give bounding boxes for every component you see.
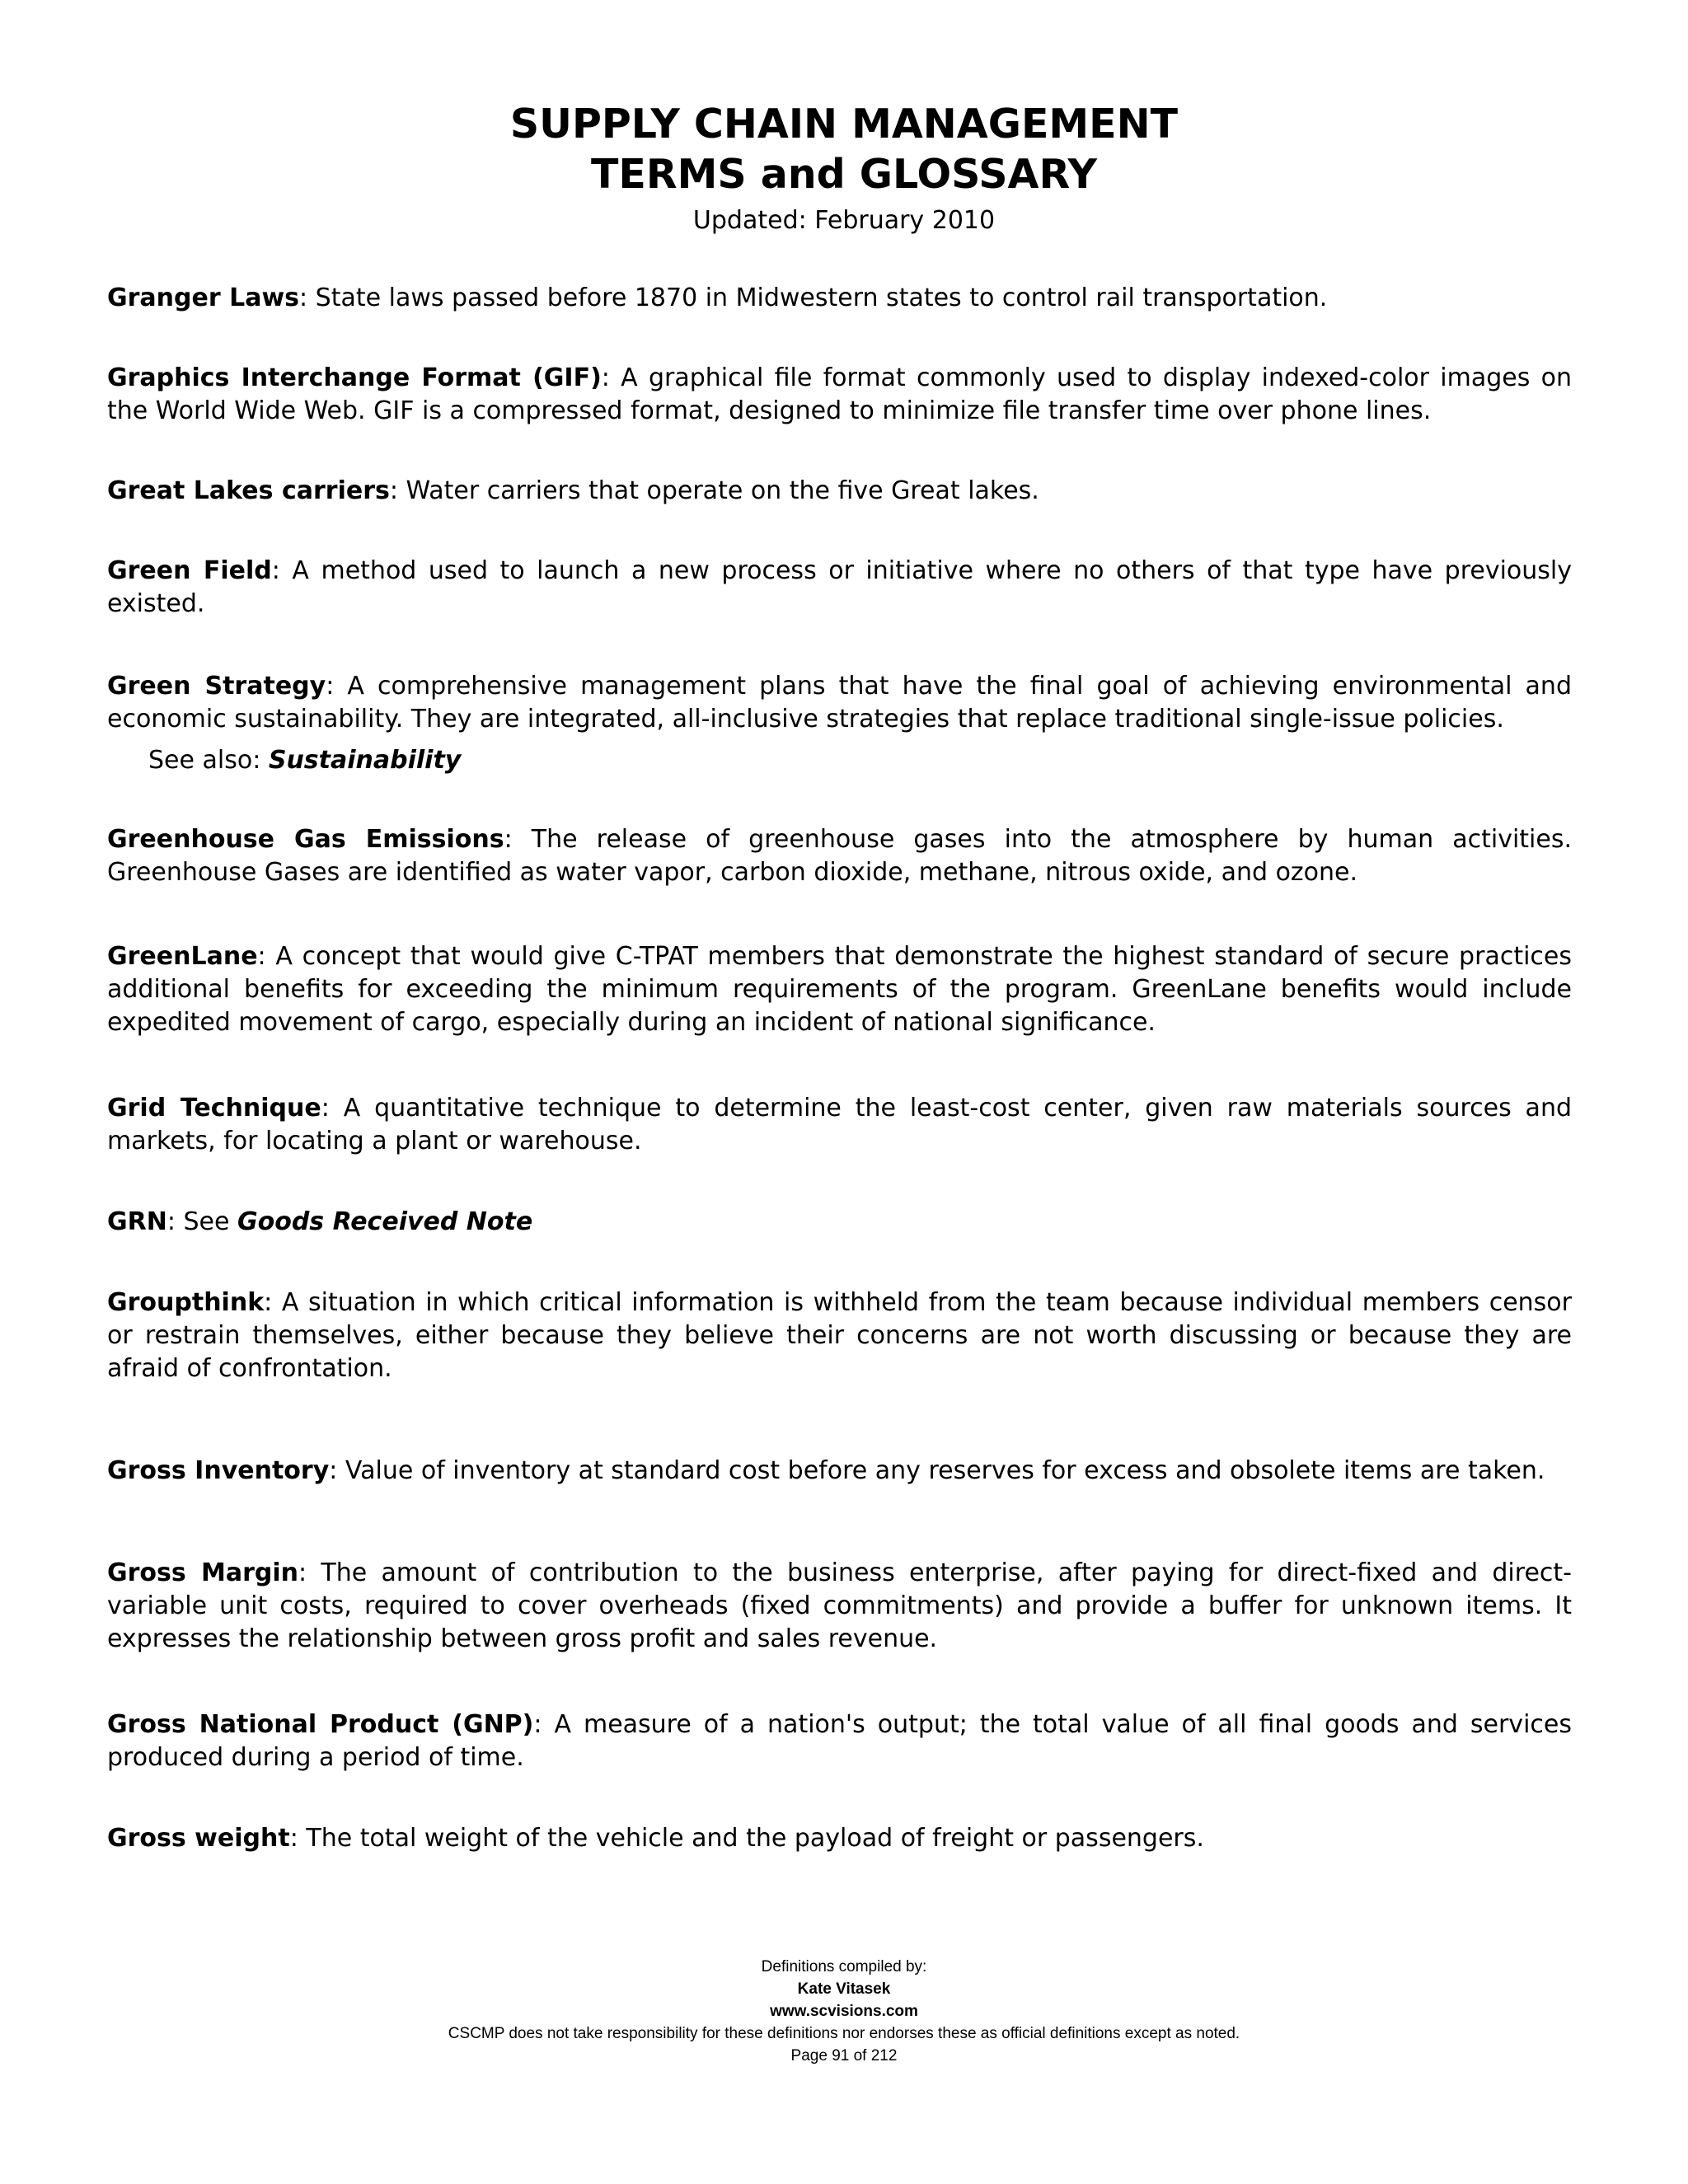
- footer-author: Kate Vitasek: [797, 1980, 891, 1998]
- glossary-term: Groupthink: [107, 1288, 265, 1317]
- glossary-definition: : A graphical file format commonly used to display indexed-color images on the World Wide Web. GIF is a compressed format, designed to minimize file transfer time over phone lines.: [107, 363, 1572, 425]
- glossary-entry: [107, 1557, 1572, 1656]
- document-header: [0, 99, 1688, 237]
- see-also-link[interactable]: Sustainability: [268, 746, 462, 775]
- glossary-definition: : A measure of a nation's output; the total value of all final goods and services produced during a period of time.: [107, 1710, 1572, 1772]
- glossary-term: Gross National Product (GNP): [107, 1710, 534, 1739]
- glossary-entries: [107, 282, 1572, 1855]
- footer-compiled-by: Definitions compiled by:: [761, 1958, 927, 1975]
- glossary-definition: : Value of inventory at standard cost before any reserves for excess and obsolete items are taken.: [329, 1456, 1545, 1485]
- document-title-line2: TERMS and GLOSSARY: [590, 151, 1097, 198]
- glossary-term: Graphics Interchange Format (GIF): [107, 363, 602, 392]
- glossary-term: Gross Inventory: [107, 1456, 330, 1485]
- glossary-term: GreenLane: [107, 942, 258, 971]
- glossary-definition: : A quantitative technique to determine the least-cost center, given raw materials sources and markets, for locating a plant or warehouse.: [107, 1094, 1572, 1155]
- see-also-label: See also:: [148, 746, 269, 775]
- footer-website-link[interactable]: www.scvisions.com: [770, 2003, 918, 2020]
- glossary-entry: [107, 1092, 1572, 1158]
- glossary-definition: : A situation in which critical information is withheld from the team because individual members censor or restrain themselves, either because they believe their concerns are not worth discussing or because they are afraid of confrontation.: [107, 1288, 1572, 1383]
- footer-disclaimer: CSCMP does not take responsibility for these definitions nor endorses these as official definitions except as noted.: [448, 2025, 1240, 2042]
- glossary-term: GRN: [107, 1207, 167, 1236]
- see-also-line: [148, 744, 1572, 777]
- glossary-definition: : See: [166, 1207, 237, 1236]
- glossary-term: Gross weight: [107, 1824, 290, 1853]
- glossary-term: Green Strategy: [107, 672, 326, 701]
- glossary-entry: [107, 670, 1572, 736]
- glossary-definition: : The release of greenhouse gases into the atmosphere by human activities. Greenhouse Gases are identified as water vapor, carbon dioxide, methane, nitrous oxide, and ozone.: [107, 825, 1573, 887]
- glossary-definition: : The total weight of the vehicle and the payload of freight or passengers.: [289, 1824, 1204, 1853]
- cross-reference-link[interactable]: Goods Received Note: [237, 1207, 533, 1236]
- document-title-line1: SUPPLY CHAIN MANAGEMENT: [509, 101, 1179, 148]
- glossary-entry: [107, 940, 1572, 1039]
- glossary-entry: [107, 475, 1572, 508]
- glossary-definition: : A comprehensive management plans that have the final goal of achieving environmental and economic sustainability. They are integrated, all-inclusive strategies that replace traditional single-issue policies.: [107, 672, 1572, 733]
- glossary-entry: [107, 1708, 1572, 1774]
- glossary-entry: [107, 823, 1572, 889]
- glossary-entry: [107, 1286, 1572, 1385]
- glossary-entry: [107, 1822, 1572, 1855]
- glossary-term: Grid Technique: [107, 1094, 321, 1122]
- glossary-definition: : A method used to launch a new process or initiative where no others of that type have previously existed.: [107, 556, 1573, 618]
- footer-page-number: Page 91 of 212: [790, 2047, 898, 2064]
- glossary-entry: [107, 1455, 1572, 1488]
- glossary-term: Gross Margin: [107, 1558, 298, 1587]
- glossary-entry: [107, 282, 1572, 315]
- page-footer: [0, 1956, 1688, 2067]
- glossary-entry: [107, 362, 1572, 428]
- updated-date: Updated: February 2010: [692, 206, 996, 235]
- glossary-term: Greenhouse Gas Emissions: [107, 825, 504, 854]
- glossary-definition: : A concept that would give C-TPAT members that demonstrate the highest standard of secure practices additional benefits for exceeding the minimum requirements of the program. GreenLane benefits would include expedited movement of cargo, especially during an incident of national significance.: [107, 942, 1572, 1037]
- glossary-definition: : The amount of contribution to the business enterprise, after paying for direct-fixed and direct-variable unit costs, required to cover overheads (fixed commitments) and provide a buffer for unknown items. It expresses the relationship between gross profit and sales revenue.: [107, 1558, 1572, 1653]
- glossary-definition: : State laws passed before 1870 in Midwestern states to control rail transportation.: [299, 284, 1328, 312]
- glossary-entry: [107, 555, 1572, 621]
- glossary-entry: [107, 1206, 1572, 1239]
- glossary-term: Granger Laws: [107, 284, 300, 312]
- glossary-definition: : Water carriers that operate on the five Great lakes.: [389, 476, 1039, 505]
- glossary-term: Green Field: [107, 556, 272, 585]
- glossary-term: Great Lakes carriers: [107, 476, 390, 505]
